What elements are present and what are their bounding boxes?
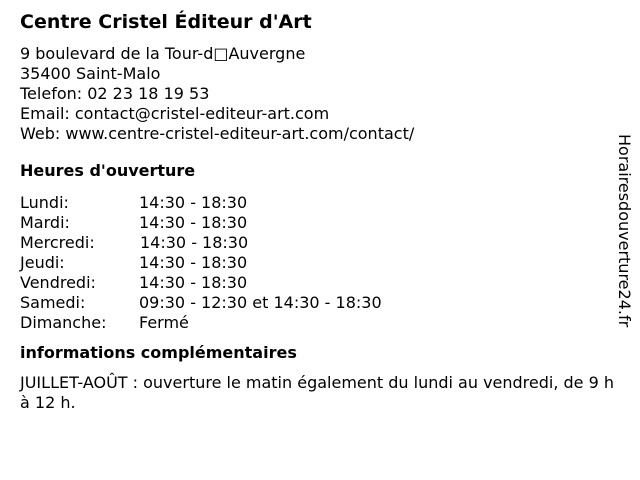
day-label: Dimanche: <box>20 313 107 332</box>
email-line: Email: contact@cristel-editeur-art.com <box>20 104 330 123</box>
additional-info-text: JUILLET-AOÛT : ouverture le matin également du lundi au vendredi, de 9 h à 12 h. <box>20 373 615 412</box>
address-city: 35400 Saint-Malo <box>20 64 161 83</box>
hours-row-samedi <box>20 293 620 313</box>
time-value: 09:30 - 12:30 et 14:30 - 18:30 <box>139 293 382 312</box>
time-value: 14:30 - 18:30 <box>139 193 248 212</box>
time-value: 14:30 - 18:30 <box>139 253 248 272</box>
business-info-card <box>20 10 620 413</box>
business-title: Centre Cristel Éditeur d'Art <box>20 11 312 33</box>
day-label: Mardi: <box>20 213 70 232</box>
day-label: Mercredi: <box>20 233 95 252</box>
hours-row-mercredi <box>20 233 620 253</box>
address-block <box>20 44 620 144</box>
day-label: Samedi: <box>20 293 86 312</box>
hours-row-lundi <box>20 193 620 213</box>
day-label: Lundi: <box>20 193 69 212</box>
site-watermark: Horairesdouverture24.fr <box>615 134 634 328</box>
time-value: 14:30 - 18:30 <box>140 233 249 252</box>
day-label: Vendredi: <box>20 273 96 292</box>
hours-row-mardi <box>20 213 620 233</box>
opening-hours-heading: Heures d'ouverture <box>20 161 196 180</box>
additional-info-heading: informations complémentaires <box>20 343 297 362</box>
phone-line: Telefon: 02 23 18 19 53 <box>20 84 210 103</box>
hours-row-vendredi <box>20 273 620 293</box>
time-value: 14:30 - 18:30 <box>139 273 248 292</box>
time-value: 14:30 - 18:30 <box>139 213 248 232</box>
address-street: 9 boulevard de la Tour-d□Auvergne <box>20 44 306 63</box>
time-value: Fermé <box>139 313 189 332</box>
day-label: Jeudi: <box>20 253 65 272</box>
opening-hours-table <box>20 193 620 333</box>
web-line: Web: www.centre-cristel-editeur-art.com/contact/ <box>20 124 415 143</box>
hours-row-dimanche <box>20 313 620 333</box>
hours-row-jeudi <box>20 253 620 273</box>
